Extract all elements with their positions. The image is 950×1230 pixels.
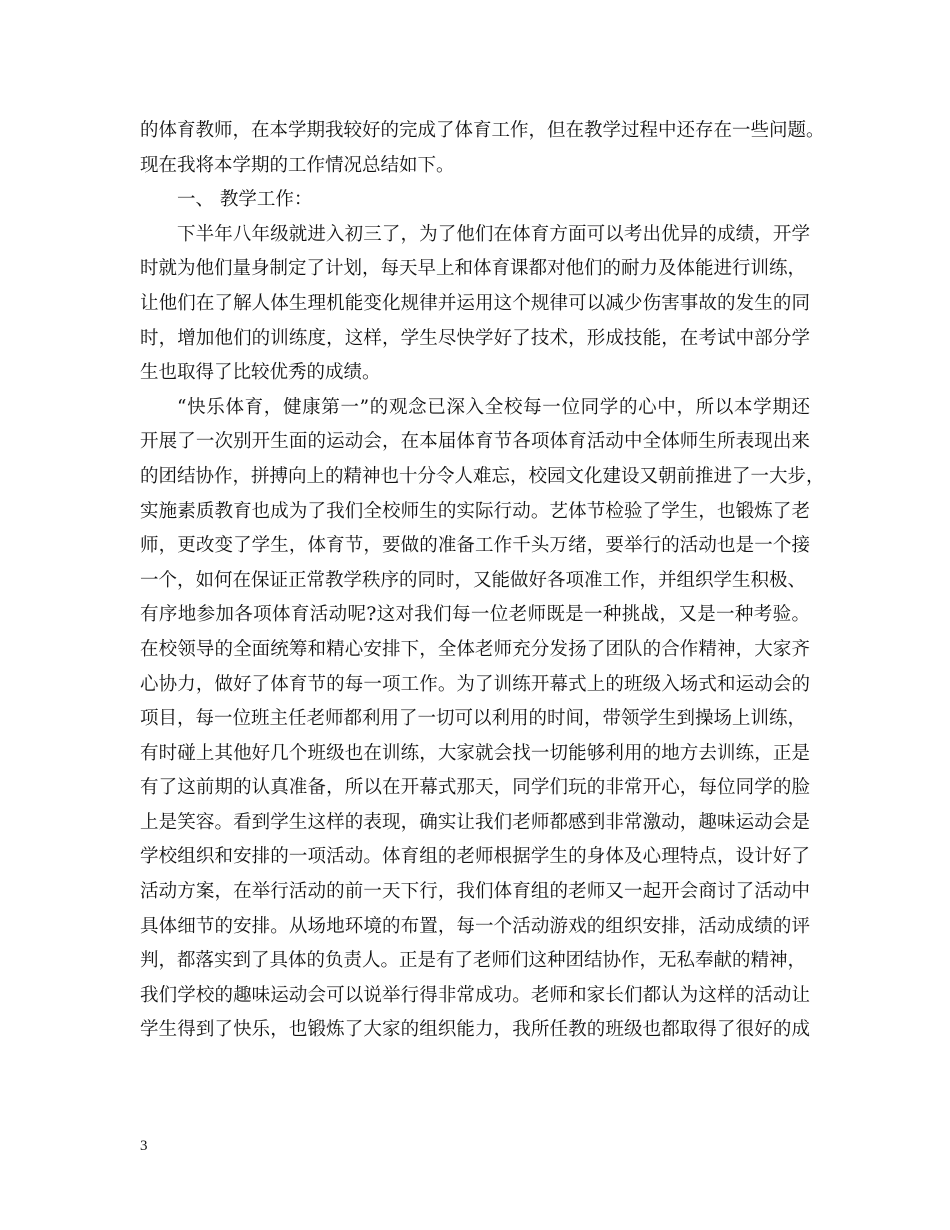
text-line: 让他们在了解人体生理机能变化规律并运用这个规律可以减少伤害事故的发生的同 [140, 292, 810, 314]
text-line: 具体细节的安排。从场地环境的布置，每一个活动游戏的组织安排，活动成绩的评 [140, 915, 810, 937]
text-line: 判，都落实到了具体的负责人。正是有了老师们这种团结协作，无私奉献的精神， [140, 950, 807, 972]
text-line: 有了这前期的认真准备，所以在开幕式那天，同学们玩的非常开心，每位同学的脸 [140, 777, 810, 799]
text-line: 上是笑容。看到学生这样的表现，确实让我们老师都感到非常激动，趣味运动会是 [140, 811, 810, 833]
text-line: 下半年八年级就进入初三了，为了他们在体育方面可以考出优异的成绩，开学 [177, 223, 810, 245]
text-line: 活动方案，在举行活动的前一天下行，我们体育组的老师又一起开会商讨了活动中 [140, 881, 810, 903]
text-line: 学生得到了快乐，也锻炼了大家的组织能力，我所任教的班级也都取得了很好的成 [140, 1019, 810, 1041]
text-line: 项目，每一位班主任老师都利用了一切可以利用的时间，带领学生到操场上训练， [140, 708, 807, 730]
text-line: 现在我将本学期的工作情况总结如下。 [140, 154, 455, 176]
body-text [140, 114, 825, 1048]
text-line: 时，增加他们的训练度，这样，学生尽快学好了技术，形成技能，在考试中部分学 [140, 327, 810, 349]
text-line: 心协力，做好了体育节的每一项工作。为了训练开幕式上的班级入场式和运动会的 [140, 673, 810, 695]
text-line: 学校组织和安排的一项活动。体育组的老师根据学生的身体及心理特点，设计好了 [140, 846, 810, 868]
text-line: 的体育教师，在本学期我较好的完成了体育工作，但在教学过程中还存在一些问题。 [140, 120, 825, 141]
text-line: 在校领导的全面统筹和精心安排下，全体老师充分发扬了团队的合作精神，大家齐 [140, 638, 810, 660]
text-line: 有序地参加各项体育活动呢?这对我们每一位老师既是一种挑战，又是一种考验。 [140, 604, 810, 626]
text-line: “快乐体育，健康第一”的观念已深入全校每一位同学的心中，所以本学期还 [177, 396, 810, 418]
page-number: 3 [140, 1138, 148, 1154]
text-line: 生也取得了比较优秀的成绩。 [140, 362, 381, 384]
text-line: 时就为他们量身制定了计划，每天早上和体育课都对他们的耐力及体能进行训练， [140, 258, 807, 280]
text-line: 开展了一次别开生面的运动会，在本届体育节各项体育活动中全体师生所表现出来 [140, 431, 810, 453]
text-line: 实施素质教育也成为了我们全校师生的实际行动。艺体节检验了学生，也锻炼了老 [140, 500, 810, 522]
text-line: 师，更改变了学生，体育节，要做的准备工作千头万绪，要举行的活动也是一个接 [140, 535, 810, 557]
text-line: 的团结协作，拼搏向上的精神也十分令人难忘，校园文化建设又朝前推进了一大步， [140, 465, 825, 487]
section-heading: 一、 教学工作： [177, 189, 313, 211]
text-line: 我们学校的趣味运动会可以说举行得非常成功。老师和家长们都认为这样的活动让 [140, 984, 810, 1006]
text-line: 一个，如何在保证正常教学秩序的同时，又能做好各项准工作，并组织学生积极、 [140, 569, 807, 591]
text-line: 有时碰上其他好几个班级也在训练，大家就会找一切能够利用的地方去训练，正是 [140, 742, 810, 764]
